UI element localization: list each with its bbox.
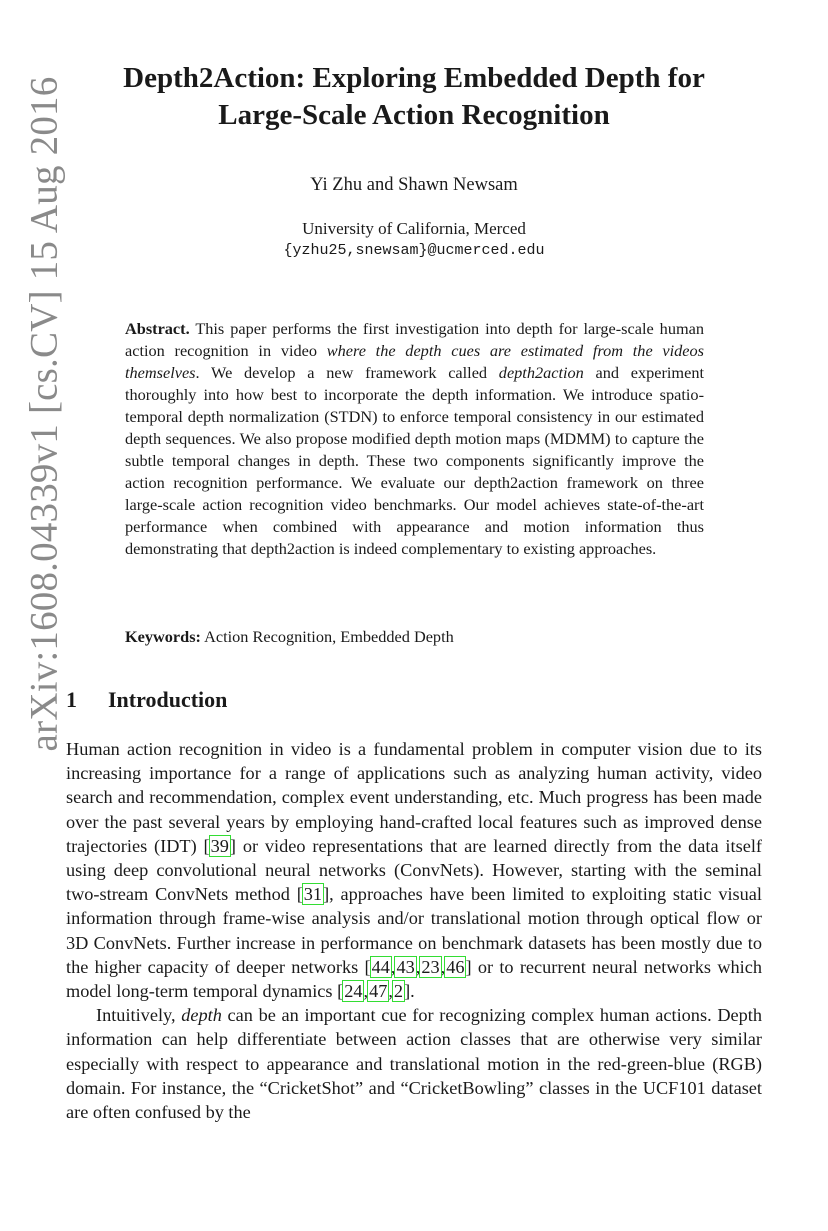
section-heading	[66, 687, 227, 713]
p2-text-b: can be an important cue for recognizing complex human actions. Depth information can help differentiate between action classes that are otherwise very similar especially with respect to appearance and translational motion in the red-green-blue (RGB) domain. For instance, the “CricketShot” and “CricketBowling” classes in the UCF101 dataset are often confused by the	[66, 1005, 762, 1123]
citation-link[interactable]: 47	[369, 981, 388, 1002]
abstract-label: Abstract.	[125, 319, 190, 338]
title-line-2: Large-Scale Action Recognition	[218, 99, 610, 131]
citation-bracket: ]	[465, 956, 472, 977]
citation-bracket: [	[364, 956, 371, 977]
citation-group: 44,43,23,46	[371, 956, 465, 977]
introduction-body	[66, 737, 762, 1124]
affiliation-block	[80, 218, 748, 262]
p1-text-d: or to recurrent neural networks which model long-term temporal dynamics	[66, 956, 762, 1002]
citation-link[interactable]: 2	[393, 981, 404, 1002]
p1-text-e: .	[410, 981, 415, 1002]
p1-text-c: , approaches have been limited to exploiting static visual information through frame-wise analysis and/or translational motion through optical flow or 3D ConvNets. Further increase in performance on benchmark datasets has been mostly due to the higher capacity of deeper networks	[66, 884, 762, 977]
authors: Yi Zhu and Shawn Newsam	[310, 175, 518, 195]
citation-bracket: [	[296, 884, 303, 905]
abstract-text-2: . We develop a new framework called	[195, 363, 499, 382]
abstract-italic-1: where the depth cues are estimated from the videos themselves	[125, 341, 705, 382]
citation-link[interactable]: 31	[303, 884, 323, 905]
citation-bracket: ]	[229, 835, 236, 856]
abstract-text-1: This paper performs the first investigation into depth for large-scale human action recognition in video	[125, 319, 704, 360]
p1-text-a: Human action recognition in video is a fundamental problem in computer vision due to its increasing importance for a range of applications such as analyzing human activity, video search and recommendation, complex event understanding, etc. Much progress has been made over the past several years by employing hand-crafted local features such as improved dense trajectories (IDT)	[66, 739, 762, 856]
citation-bracket: ]	[323, 884, 330, 905]
paragraph-2	[66, 1003, 762, 1124]
keywords-text: Action Recognition, Embedded Depth	[200, 627, 454, 646]
p1-text-b: or video representations that are learned directly from the data itself using deep convolutional neural networks (ConvNets). However, starting with the seminal two-stream ConvNets method	[66, 835, 762, 905]
citation-bracket: [	[337, 981, 344, 1002]
citation-bracket: [	[203, 835, 210, 856]
p2-italic: depth	[181, 1005, 222, 1026]
citation-link[interactable]: 39	[210, 835, 229, 856]
citation-link[interactable]: 44	[371, 956, 390, 977]
keywords-label: Keywords:	[125, 627, 201, 646]
p2-text-a: Intuitively,	[96, 1005, 182, 1026]
paragraph-1	[66, 737, 762, 1003]
citation-link[interactable]: 46	[446, 956, 465, 977]
title-line-1: Depth2Action: Exploring Embedded Depth for	[123, 62, 705, 94]
paper-title	[80, 60, 748, 134]
arxiv-identifier: arXiv:1608.04339v1 [cs.CV] 15 Aug 2016	[22, 76, 66, 752]
email-addresses: {yzhu25,snewsam}@ucmerced.edu	[283, 242, 545, 259]
abstract	[125, 318, 704, 560]
arxiv-side-stamp	[18, 60, 70, 768]
abstract-italic-2: depth2action	[498, 363, 584, 382]
section-number: 1	[66, 687, 77, 712]
citation-link[interactable]: 23	[421, 956, 440, 977]
keywords	[125, 626, 704, 648]
section-title: Introduction	[108, 687, 228, 712]
citation-group: 24,47,2	[344, 981, 404, 1002]
abstract-text-3: and experiment thoroughly into how best to incorporate the depth information. We introduce spatio-temporal depth normalization (STDN) to enforce temporal consistency in our estimated depth sequences. We also propose modified depth motion maps (MDMM) to capture the subtle temporal changes in depth. These two components significantly improve the action recognition performance. We evaluate our depth2action framework on three large-scale action recognition video benchmarks. Our model achieves state-of-the-art performance when combined with appearance and motion information thus demonstrating that depth2action is indeed complementary to existing approaches.	[125, 363, 704, 558]
affiliation: University of California, Merced	[302, 219, 526, 238]
citation-link[interactable]: 24	[344, 981, 363, 1002]
citation-link[interactable]: 43	[396, 956, 415, 977]
citation-bracket: ]	[404, 981, 411, 1002]
